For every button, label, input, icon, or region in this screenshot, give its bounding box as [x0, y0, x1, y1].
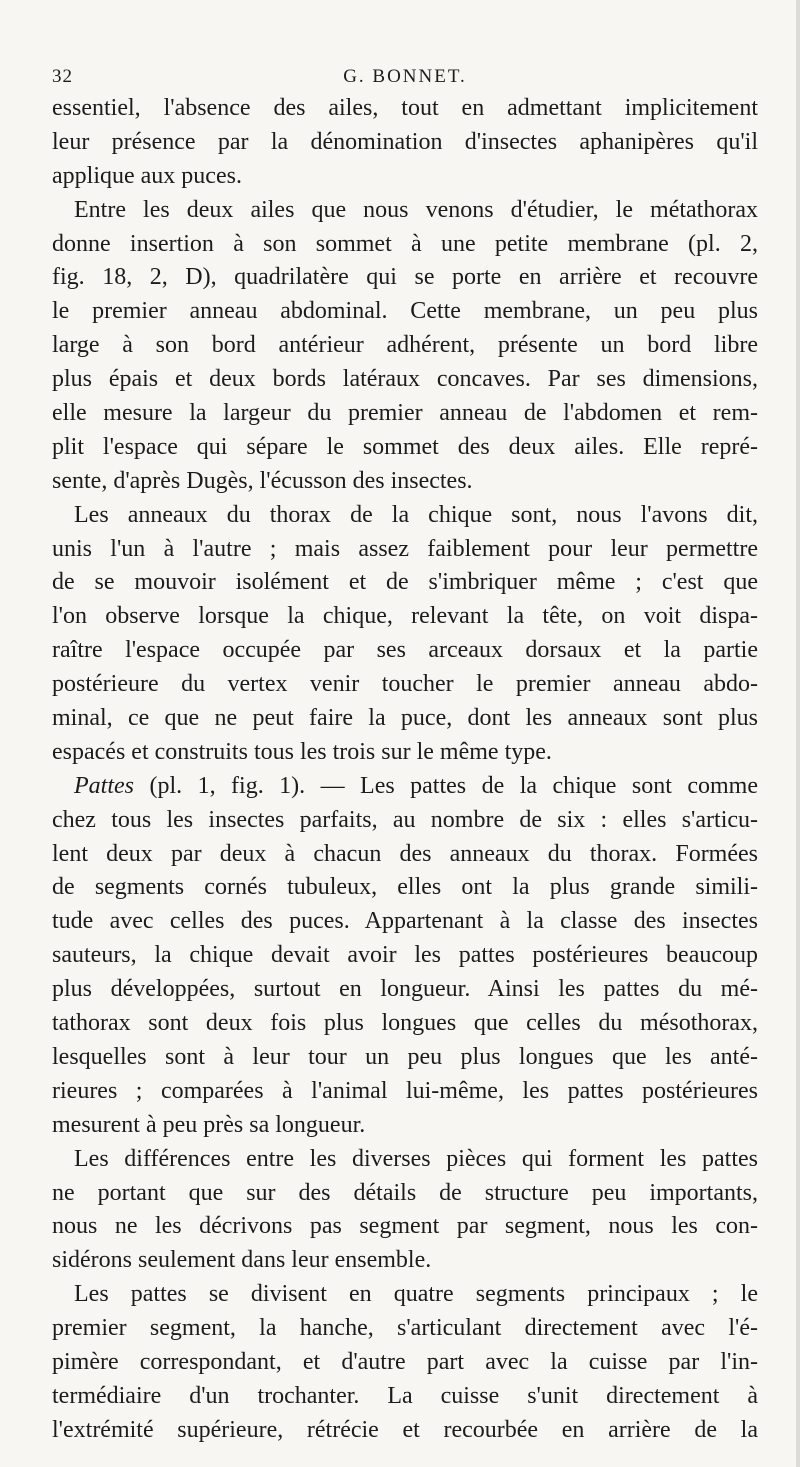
text-line — [52, 668, 758, 702]
line-text: premier segment, la hanche, s'articulant directement avec l'é- — [52, 1315, 758, 1342]
text-line — [52, 397, 758, 431]
text-line — [52, 770, 758, 804]
text-line — [52, 295, 758, 329]
line-text: lent deux par deux à chacun des anneaux du thorax. Formées — [52, 840, 758, 867]
text-line — [52, 431, 758, 465]
line-text: applique aux puces. — [52, 162, 242, 189]
line-text: sente, d'après Dugès, l'écusson des insectes. — [52, 467, 473, 494]
line-text: plit l'espace qui sépare le sommet des deux ailes. Elle repré- — [52, 433, 758, 460]
line-text: espacés et construits tous les trois sur le même type. — [52, 738, 552, 765]
text-line — [52, 736, 758, 770]
line-text: raître l'espace occupée par ses arceaux dorsaux et la partie — [52, 637, 758, 664]
line-text: l'on observe lorsque la chique, relevant la tête, on voit dispa- — [52, 603, 758, 630]
text-line — [52, 600, 758, 634]
text-line — [52, 160, 758, 194]
text-line — [52, 363, 758, 397]
text-line — [52, 566, 758, 600]
running-head: G. BONNET. — [343, 66, 467, 87]
line-text: chez tous les insectes parfaits, au nombre de six : elles s'articu- — [52, 806, 758, 833]
line-text: sidérons seulement dans leur ensemble. — [52, 1247, 432, 1274]
line-text: plus développées, surtout en longueur. Ainsi les pattes du mé- — [52, 976, 758, 1003]
text-line — [52, 261, 758, 295]
text-line — [52, 1143, 758, 1177]
body-text — [52, 92, 758, 1448]
line-text: essentiel, l'absence des ailes, tout en admettant implicitement — [52, 95, 758, 121]
line-text: unis l'un à l'autre ; mais assez faiblement pour leur permettre — [52, 535, 758, 562]
text-line — [52, 1380, 758, 1414]
line-text: le premier anneau abdominal. Cette membrane, un peu plus — [52, 298, 758, 325]
page-header — [52, 58, 758, 92]
line-text: large à son bord antérieur adhérent, présente un bord libre — [52, 332, 758, 359]
text-line — [52, 1177, 758, 1211]
text-line — [52, 228, 758, 262]
text-line — [52, 804, 758, 838]
line-text: de segments cornés tubuleux, elles ont la plus grande simili- — [52, 874, 758, 901]
text-line — [52, 1346, 758, 1380]
line-text: sauteurs, la chique devait avoir les pattes postérieures beaucoup — [52, 942, 758, 969]
text-line — [52, 1041, 758, 1075]
section-heading: Pattes — [74, 772, 134, 799]
text-line — [52, 871, 758, 905]
text-line — [52, 329, 758, 363]
page-edge-shadow — [796, 0, 800, 1467]
text-line — [52, 1007, 758, 1041]
text-line — [52, 634, 758, 668]
text-line — [52, 1278, 758, 1312]
text-line — [52, 838, 758, 872]
line-text: nous ne les décrivons pas segment par segment, nous les con- — [52, 1213, 758, 1240]
line-text: lesquelles sont à leur tour un peu plus longues que les anté- — [52, 1043, 758, 1070]
line-text: postérieure du vertex venir toucher le premier anneau abdo- — [52, 671, 758, 698]
text-line — [52, 905, 758, 939]
line-text: ne portant que sur des détails de structure peu importants, — [52, 1179, 758, 1206]
line-text: Les différences entre les diverses pièces qui forment les pattes — [74, 1145, 758, 1172]
text-line — [52, 194, 758, 228]
line-text: elle mesure la largeur du premier anneau de l'abdomen et rem- — [52, 400, 758, 427]
line-text: plus épais et deux bords latéraux concaves. Par ses dimensions, — [52, 366, 758, 393]
line-text: tathorax sont deux fois plus longues que celles du mésothorax, — [52, 1010, 758, 1037]
line-text: (pl. 1, fig. 1). — Les pattes de la chique sont comme — [149, 772, 759, 799]
line-text: pimère correspondant, et d'autre part avec la cuisse par l'in- — [52, 1348, 758, 1375]
text-line — [52, 1075, 758, 1109]
line-text: Les pattes se divisent en quatre segments principaux ; le — [74, 1281, 758, 1308]
text-line — [52, 1312, 758, 1346]
line-text: fig. 18, 2, D), quadrilatère qui se porte en arrière et recouvre — [52, 264, 758, 291]
text-line — [52, 465, 758, 499]
line-text: mesurent à peu près sa longueur. — [52, 1111, 366, 1138]
line-text: minal, ce que ne peut faire la puce, dont les anneaux sont plus — [52, 705, 758, 732]
line-text: leur présence par la dénomination d'insectes aphanipères qu'il — [52, 128, 758, 155]
line-text: tude avec celles des puces. Appartenant à la classe des insectes — [52, 908, 758, 935]
line-text: donne insertion à son sommet à une petite membrane (pl. 2, — [52, 230, 758, 257]
text-line — [52, 702, 758, 736]
page-number: 32 — [52, 66, 73, 87]
line-text: Entre les deux ailes que nous venons d'étudier, le métathorax — [74, 196, 758, 223]
line-text: Les anneaux du thorax de la chique sont, nous l'avons dit, — [74, 501, 758, 528]
text-line — [52, 1414, 758, 1448]
text-line — [52, 1210, 758, 1244]
text-line — [52, 92, 758, 126]
text-line — [52, 126, 758, 160]
text-line — [52, 1109, 758, 1143]
text-line — [52, 499, 758, 533]
line-text: l'extrémité supérieure, rétrécie et recourbée en arrière de la — [52, 1416, 758, 1443]
text-line — [52, 533, 758, 567]
line-text: rieures ; comparées à l'animal lui-même, les pattes postérieures — [52, 1077, 758, 1104]
line-text: termédiaire d'un trochanter. La cuisse s'unit directement à — [52, 1382, 758, 1409]
text-line — [52, 973, 758, 1007]
text-line — [52, 1244, 758, 1278]
text-line — [52, 939, 758, 973]
book-page — [52, 58, 758, 1448]
line-text: de se mouvoir isolément et de s'imbriquer même ; c'est que — [52, 569, 758, 596]
